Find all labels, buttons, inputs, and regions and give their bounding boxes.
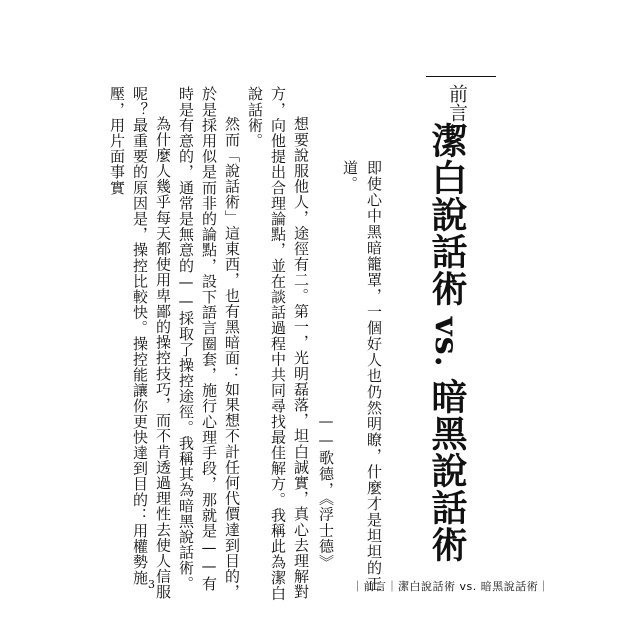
paragraph-1: 想要說服他人，途徑有二。第一，光明磊落，坦白誠實，真心去理解對方，向他提出合理論點，並在談話過程中共同尋找最佳解方。我稱此為潔白說話術。 xyxy=(246,86,310,601)
epigraph-attribution: ——歌德，《浮士德》 xyxy=(317,412,335,571)
page-number: 3 xyxy=(148,578,155,591)
heading-rule xyxy=(426,76,496,77)
epigraph xyxy=(312,160,386,600)
title-vs: vs. xyxy=(428,317,466,368)
epigraph-quote: 即使心中黑暗籠罩，一個好人也仍然明瞭，什麼才是坦坦的正道。 xyxy=(341,160,383,592)
paragraph-3: 為什麼人幾乎每天都使用卑鄙的操控技巧，而不肯透過理性去使人信服呢？最重要的原因是，操控比較快。操控能讓你更快達到目的：用權勢施壓，用片面事實 xyxy=(108,86,172,600)
title-part-2: 暗黑說話術 xyxy=(426,377,468,563)
running-head: ｜前言｜潔白說話術 vs. 暗黑說話術｜ xyxy=(352,580,550,593)
chapter-label: 前言 xyxy=(446,84,468,122)
chapter-heading xyxy=(424,84,470,563)
title-part-1: 潔白說話術 xyxy=(426,122,468,307)
paragraph-2: 然而「說話術」這東西，也有黑暗面：如果想不計任何代價達到目的，於是採用似是而非的論點，設下語言圈套，施行心理手段，那就是——有時是有意的，通常是無意的——採取了操控途徑。我稱其為暗黑說話術。 xyxy=(177,86,241,600)
body-text xyxy=(108,86,312,606)
chapter-title xyxy=(424,122,470,563)
